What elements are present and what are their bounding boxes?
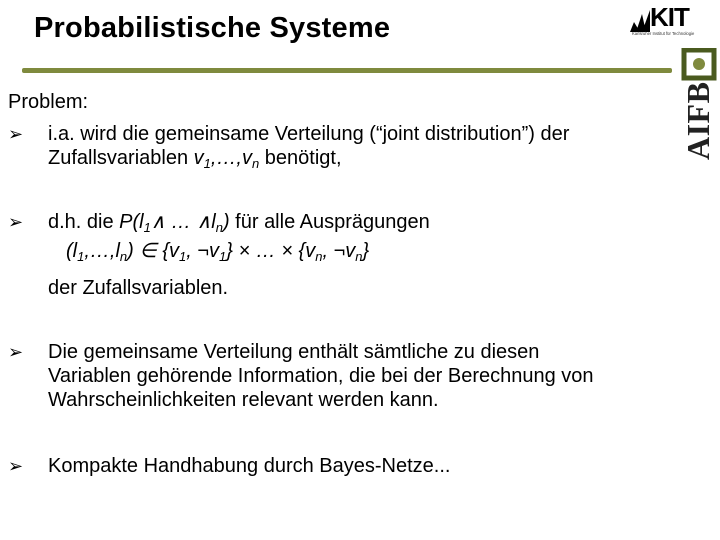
arrowhead-bullet-icon: ➢: [8, 212, 24, 233]
slide-title: Probabilistische Systeme: [34, 12, 391, 44]
kit-logo-text: KIT: [650, 2, 689, 32]
bullet-4-line-1: Kompakte Handhabung durch Bayes-Netze...: [48, 455, 451, 477]
bullet-2-line-3: der Zufallsvariablen.: [48, 277, 229, 299]
bullet-1-line-2: Zufallsvariablen $v_1,\dots,v_n$ benötigt,: [48, 147, 342, 171]
bullet-3-line-1: Die gemeinsame Verteilung enthält sämtliche zu diesen: [48, 341, 540, 363]
arrowhead-bullet-icon: ➢: [8, 124, 24, 145]
problem-label: Problem:: [8, 91, 89, 113]
kit-logo-subtitle: Karlsruher Institut für Technologie: [632, 31, 695, 36]
title-underline: [22, 68, 672, 73]
bullet-3-line-2: Variablen gehörende Information, die bei der Berechnung von: [48, 365, 594, 387]
bullet-2-line-2: $(l_1,\dots,l_n)$ ∈ {$v_1$, $\neg v_1$} × … × {$v_n$, $\neg v_n$}: [66, 240, 370, 264]
arrowhead-bullet-icon: ➢: [8, 456, 24, 477]
bullet-1-line-1: i.a. wird die gemeinsame Verteilung (“joint distribution”) der: [48, 123, 570, 145]
arrowhead-bullet-icon: ➢: [8, 342, 24, 363]
bullet-2-line-1: d.h. die $P(l_1\wedge$ … $\wedge l_n$) für alle Ausprägungen: [48, 211, 430, 235]
bullet-3-line-3: Wahrscheinlichkeiten relevant werden kann.: [48, 389, 439, 411]
aifb-logo-text: AIFB: [680, 81, 716, 160]
